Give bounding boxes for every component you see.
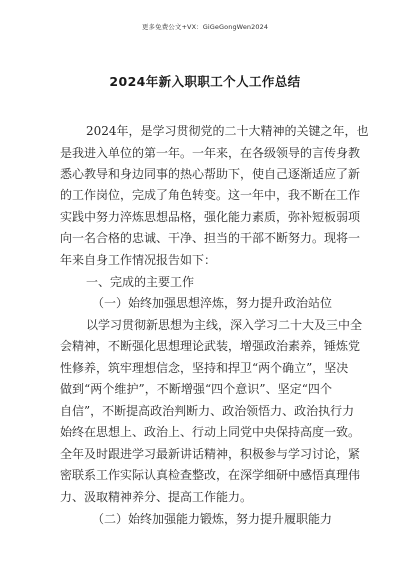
paragraph-line: 力、汲取精神养分、提高工作能力。 xyxy=(60,490,253,504)
section-heading: 一、完成的主要工作 xyxy=(86,275,195,289)
paragraph-line: 做到“两个维护”，不断增强“四个意识”、坚定“四个 xyxy=(60,382,332,396)
paragraph-line: 以学习贯彻新思想为主线，深入学习二十大及三中全 xyxy=(86,318,363,332)
paragraph-line: 2024年，是学习贯彻党的二十大精神的关键之年，也 xyxy=(86,124,369,138)
paragraph-line: 性修养，筑牢理想信念，坚持和捍卫“两个确立”，坚决 xyxy=(60,361,349,375)
paragraph-line: 实践中努力淬炼思想品格，强化能力素质，弥补短板弱项 xyxy=(60,210,361,224)
paragraph-line: 全年及时跟进学习最新讲话精神，积极参与学习讨论，紧 xyxy=(60,447,361,461)
paragraph-line: 年来自身工作情况报告如下： xyxy=(60,253,217,267)
document-title: 2024年新入职职工个人工作总结 xyxy=(109,74,301,89)
header-note: 更多免费公文+VX：GiGeGongWen2024 xyxy=(141,23,269,31)
paragraph-line: 向一名合格的忠诚、干净、担当的干部不断努力。现将一 xyxy=(60,231,361,245)
subsection-heading: （一）始终加强思想淬炼，努力提升政治站位 xyxy=(92,296,333,310)
paragraph-line: 会精神，不断强化思想理论武装，增强政治素养，锤炼党 xyxy=(60,339,361,353)
paragraph-line: 自信”，不断提高政治判断力、政治领悟力、政治执行力 xyxy=(60,404,355,418)
paragraph-line: 的工作岗位，完成了角色转变。这一年中，我不断在工作 xyxy=(60,188,361,202)
paragraph-line: 密联系工作实际认真检查整改，在深学细研中感悟真理伟 xyxy=(60,468,361,482)
paragraph-line: 是我进入单位的第一年。一年来，在各级领导的言传身教 xyxy=(60,146,361,160)
subsection-heading: （二）始终加强能力锻炼，努力提升履职能力 xyxy=(92,512,333,526)
paragraph-line: 悉心教导和身边同事的热心帮助下，使自己逐渐适应了新 xyxy=(60,167,361,181)
paragraph-line: 始终在思想上、政治上、行动上同党中央保持高度一致。 xyxy=(60,425,361,439)
